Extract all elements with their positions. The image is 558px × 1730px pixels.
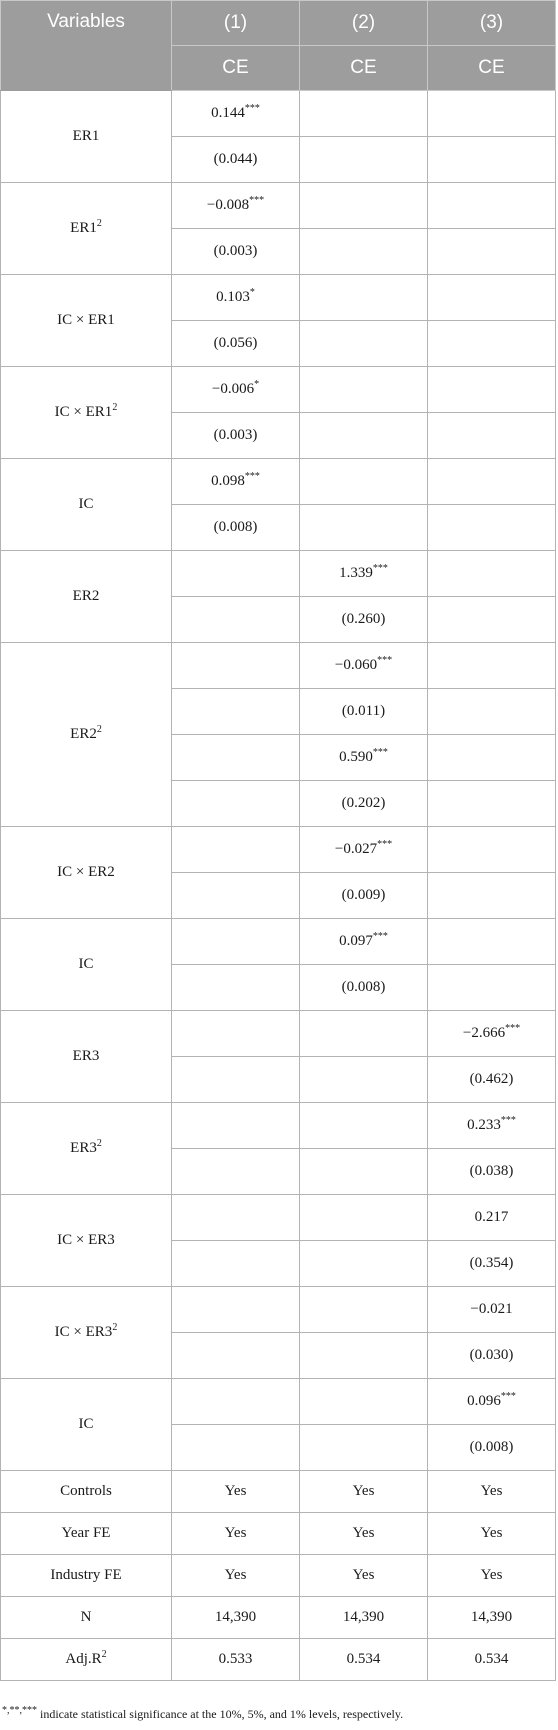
coefficient-value: (0.202) — [341, 795, 386, 811]
coefficient-value: 0.103 — [216, 289, 250, 305]
coefficient-value: (0.462) — [469, 1071, 514, 1087]
value-cell-col1 — [172, 827, 300, 873]
value-cell-col1 — [172, 689, 300, 735]
value-cell-col1 — [172, 275, 300, 321]
value-cell-col1 — [172, 1425, 300, 1471]
value-cell-col2 — [300, 735, 428, 781]
value-cell-col1 — [172, 413, 300, 459]
subcolumn-header-2: CE — [300, 46, 428, 91]
table-row — [1, 275, 556, 321]
value-cell-col3 — [428, 137, 556, 183]
value-cell-col3 — [428, 1241, 556, 1287]
value-cell-col3 — [428, 643, 556, 689]
value-cell-col3 — [428, 183, 556, 229]
significance-stars: * — [249, 287, 255, 298]
significance-stars: *** — [500, 1115, 516, 1126]
coefficient-value: −0.021 — [470, 1301, 513, 1317]
summary-label — [1, 1513, 172, 1555]
value-cell-col3 — [428, 1379, 556, 1425]
coefficient-value: (0.260) — [341, 611, 386, 627]
coefficient-value: (0.008) — [213, 519, 258, 535]
variable-label — [1, 91, 172, 183]
footnote-significance-marks: *,**,*** — [2, 1705, 37, 1716]
table-row — [1, 1379, 556, 1425]
value-cell-col3 — [428, 413, 556, 459]
coefficient-value: 1.339 — [339, 565, 373, 581]
summary-value-col1: Yes — [172, 1471, 300, 1513]
variable-name: IC × ER2 — [57, 864, 115, 880]
variable-label — [1, 275, 172, 367]
variable-label — [1, 1287, 172, 1379]
value-cell-col1 — [172, 1333, 300, 1379]
variable-label — [1, 919, 172, 1011]
value-cell-col1 — [172, 183, 300, 229]
header-row-columns — [1, 1, 556, 46]
value-cell-col1 — [172, 597, 300, 643]
value-cell-col3 — [428, 551, 556, 597]
summary-label-text: Controls — [60, 1483, 112, 1499]
table-body — [1, 91, 556, 1681]
variable-name: IC — [78, 956, 94, 972]
summary-row — [1, 1471, 556, 1513]
table-row — [1, 827, 556, 873]
coefficient-value: −0.060 — [334, 657, 378, 673]
value-cell-col3 — [428, 229, 556, 275]
coefficient-value: (0.009) — [341, 887, 386, 903]
value-cell-col3 — [428, 275, 556, 321]
value-cell-col1 — [172, 1195, 300, 1241]
value-cell-col3 — [428, 321, 556, 367]
value-cell-col3 — [428, 459, 556, 505]
value-cell-col2 — [300, 367, 428, 413]
summary-value-col3: Yes — [428, 1555, 556, 1597]
coefficient-value: 0.217 — [474, 1209, 509, 1225]
summary-value-col2: 0.534 — [300, 1639, 428, 1681]
value-cell-col1 — [172, 91, 300, 137]
variable-label — [1, 551, 172, 643]
value-cell-col1 — [172, 1103, 300, 1149]
value-cell-col2 — [300, 643, 428, 689]
table-row — [1, 367, 556, 413]
value-cell-col1 — [172, 1241, 300, 1287]
variable-name: IC × ER3 — [57, 1232, 115, 1248]
value-cell-col3 — [428, 597, 556, 643]
table-footnote — [2, 1707, 403, 1722]
variable-superscript: 2 — [112, 402, 118, 413]
value-cell-col2 — [300, 229, 428, 275]
table-row — [1, 183, 556, 229]
significance-stars: *** — [372, 931, 388, 942]
coefficient-value: (0.003) — [213, 243, 258, 259]
summary-label-text: Industry FE — [50, 1567, 122, 1583]
value-cell-col2 — [300, 873, 428, 919]
table-row — [1, 91, 556, 137]
variable-label — [1, 1011, 172, 1103]
variable-name: ER3 — [72, 1048, 100, 1064]
value-cell-col3 — [428, 1287, 556, 1333]
value-cell-col2 — [300, 1425, 428, 1471]
column-header-3: (3) — [428, 1, 556, 46]
coefficient-value: (0.354) — [469, 1255, 514, 1271]
coefficient-value: 0.096 — [467, 1393, 501, 1409]
value-cell-col3 — [428, 919, 556, 965]
column-header-1: (1) — [172, 1, 300, 46]
coefficient-value: −0.006 — [211, 381, 255, 397]
summary-label — [1, 1555, 172, 1597]
value-cell-col2 — [300, 413, 428, 459]
summary-label-text: Adj.R — [65, 1651, 102, 1667]
summary-value-col3: Yes — [428, 1513, 556, 1555]
subcolumn-header-1: CE — [172, 46, 300, 91]
variable-label — [1, 183, 172, 275]
coefficient-value: (0.056) — [213, 335, 258, 351]
summary-value-col1: 0.533 — [172, 1639, 300, 1681]
value-cell-col3 — [428, 1195, 556, 1241]
table-row — [1, 551, 556, 597]
variable-label — [1, 643, 172, 827]
value-cell-col2 — [300, 689, 428, 735]
summary-label-text: Year FE — [61, 1525, 111, 1541]
value-cell-col1 — [172, 1057, 300, 1103]
value-cell-col1 — [172, 505, 300, 551]
value-cell-col2 — [300, 1287, 428, 1333]
value-cell-col2 — [300, 1149, 428, 1195]
variable-name: ER1 — [72, 128, 100, 144]
summary-label-text: N — [80, 1609, 92, 1625]
summary-value-col2: Yes — [300, 1471, 428, 1513]
table-row — [1, 1287, 556, 1333]
value-cell-col2 — [300, 91, 428, 137]
value-cell-col3 — [428, 1011, 556, 1057]
summary-value-col2: Yes — [300, 1513, 428, 1555]
value-cell-col3 — [428, 1425, 556, 1471]
table-row — [1, 1195, 556, 1241]
summary-value-col2: 14,390 — [300, 1597, 428, 1639]
table-header — [1, 1, 556, 91]
value-cell-col1 — [172, 321, 300, 367]
value-cell-col2 — [300, 321, 428, 367]
value-cell-col3 — [428, 1057, 556, 1103]
variable-label — [1, 1379, 172, 1471]
value-cell-col1 — [172, 643, 300, 689]
coefficient-value: (0.008) — [469, 1439, 514, 1455]
significance-stars: *** — [500, 1391, 516, 1402]
table-row — [1, 643, 556, 689]
variable-superscript: 2 — [96, 724, 102, 735]
column-header-2: (2) — [300, 1, 428, 46]
value-cell-col2 — [300, 827, 428, 873]
value-cell-col3 — [428, 735, 556, 781]
value-cell-col1 — [172, 735, 300, 781]
value-cell-col1 — [172, 873, 300, 919]
variable-label — [1, 367, 172, 459]
subcolumn-header-3: CE — [428, 46, 556, 91]
value-cell-col1 — [172, 1287, 300, 1333]
value-cell-col1 — [172, 919, 300, 965]
coefficient-value: 0.098 — [211, 473, 245, 489]
value-cell-col3 — [428, 1103, 556, 1149]
variables-header: Variables — [1, 1, 172, 91]
significance-stars: *** — [505, 1023, 521, 1034]
summary-value-col1: Yes — [172, 1555, 300, 1597]
variable-name: ER2 — [72, 588, 100, 604]
significance-stars: *** — [372, 747, 388, 758]
value-cell-col1 — [172, 1011, 300, 1057]
value-cell-col2 — [300, 1333, 428, 1379]
value-cell-col3 — [428, 1149, 556, 1195]
variable-superscript: 2 — [112, 1322, 118, 1333]
variable-name: ER1 — [70, 220, 97, 236]
value-cell-col2 — [300, 183, 428, 229]
summary-row — [1, 1555, 556, 1597]
coefficient-value: 0.590 — [339, 749, 373, 765]
value-cell-col3 — [428, 689, 556, 735]
variable-label — [1, 827, 172, 919]
summary-value-col3: 0.534 — [428, 1639, 556, 1681]
table-row — [1, 1011, 556, 1057]
value-cell-col3 — [428, 1333, 556, 1379]
value-cell-col2 — [300, 919, 428, 965]
value-cell-col2 — [300, 597, 428, 643]
summary-label — [1, 1471, 172, 1513]
table-row — [1, 459, 556, 505]
coefficient-value: (0.008) — [341, 979, 386, 995]
coefficient-value: −2.666 — [462, 1025, 506, 1041]
variable-name: IC — [78, 1416, 94, 1432]
summary-value-col3: Yes — [428, 1471, 556, 1513]
summary-label — [1, 1639, 172, 1681]
coefficient-value: 0.097 — [339, 933, 373, 949]
value-cell-col2 — [300, 1057, 428, 1103]
value-cell-col3 — [428, 367, 556, 413]
coefficient-value: (0.011) — [341, 703, 386, 719]
value-cell-col1 — [172, 229, 300, 275]
value-cell-col2 — [300, 1103, 428, 1149]
variable-superscript: 2 — [96, 218, 102, 229]
table-row — [1, 919, 556, 965]
summary-value-col1: 14,390 — [172, 1597, 300, 1639]
coefficient-value: (0.003) — [213, 427, 258, 443]
value-cell-col2 — [300, 1011, 428, 1057]
value-cell-col1 — [172, 965, 300, 1011]
variable-name: IC × ER1 — [54, 404, 113, 420]
value-cell-col1 — [172, 1149, 300, 1195]
value-cell-col3 — [428, 873, 556, 919]
coefficient-value: −0.008 — [206, 197, 250, 213]
variable-name: IC — [78, 496, 94, 512]
significance-stars: * — [254, 379, 260, 390]
variable-name: ER3 — [70, 1140, 97, 1156]
value-cell-col3 — [428, 505, 556, 551]
variable-name: IC × ER1 — [57, 312, 115, 328]
value-cell-col3 — [428, 827, 556, 873]
value-cell-col1 — [172, 1379, 300, 1425]
summary-row — [1, 1597, 556, 1639]
value-cell-col2 — [300, 551, 428, 597]
value-cell-col2 — [300, 1195, 428, 1241]
summary-row — [1, 1639, 556, 1681]
coefficient-value: (0.038) — [469, 1163, 514, 1179]
summary-value-col2: Yes — [300, 1555, 428, 1597]
significance-stars: *** — [372, 563, 388, 574]
coefficient-value: −0.027 — [334, 841, 378, 857]
variable-label — [1, 459, 172, 551]
value-cell-col2 — [300, 275, 428, 321]
coefficient-value: (0.044) — [213, 151, 258, 167]
coefficient-value: 0.144 — [211, 105, 245, 121]
summary-value-col1: Yes — [172, 1513, 300, 1555]
summary-label-superscript: 2 — [101, 1649, 107, 1660]
value-cell-col1 — [172, 459, 300, 505]
footnote-text: indicate statistical significance at the 10%, 5%, and 1% levels, respectively. — [37, 1707, 404, 1721]
significance-stars: *** — [244, 471, 260, 482]
value-cell-col2 — [300, 1379, 428, 1425]
variable-label — [1, 1103, 172, 1195]
value-cell-col2 — [300, 459, 428, 505]
coefficient-value: 0.233 — [467, 1117, 501, 1133]
value-cell-col2 — [300, 137, 428, 183]
significance-stars: *** — [377, 655, 393, 666]
summary-row — [1, 1513, 556, 1555]
coefficient-value: (0.030) — [469, 1347, 514, 1363]
summary-label — [1, 1597, 172, 1639]
table-row — [1, 1103, 556, 1149]
value-cell-col3 — [428, 965, 556, 1011]
variable-label — [1, 1195, 172, 1287]
significance-stars: *** — [377, 839, 393, 850]
value-cell-col2 — [300, 1241, 428, 1287]
significance-stars: *** — [244, 103, 260, 114]
variable-name: ER2 — [70, 726, 97, 742]
value-cell-col1 — [172, 137, 300, 183]
value-cell-col2 — [300, 965, 428, 1011]
significance-stars: *** — [249, 195, 265, 206]
value-cell-col2 — [300, 781, 428, 827]
value-cell-col3 — [428, 91, 556, 137]
variable-name: IC × ER3 — [54, 1324, 113, 1340]
value-cell-col1 — [172, 367, 300, 413]
variable-superscript: 2 — [96, 1138, 102, 1149]
summary-value-col3: 14,390 — [428, 1597, 556, 1639]
value-cell-col3 — [428, 781, 556, 827]
value-cell-col1 — [172, 781, 300, 827]
value-cell-col1 — [172, 551, 300, 597]
value-cell-col2 — [300, 505, 428, 551]
